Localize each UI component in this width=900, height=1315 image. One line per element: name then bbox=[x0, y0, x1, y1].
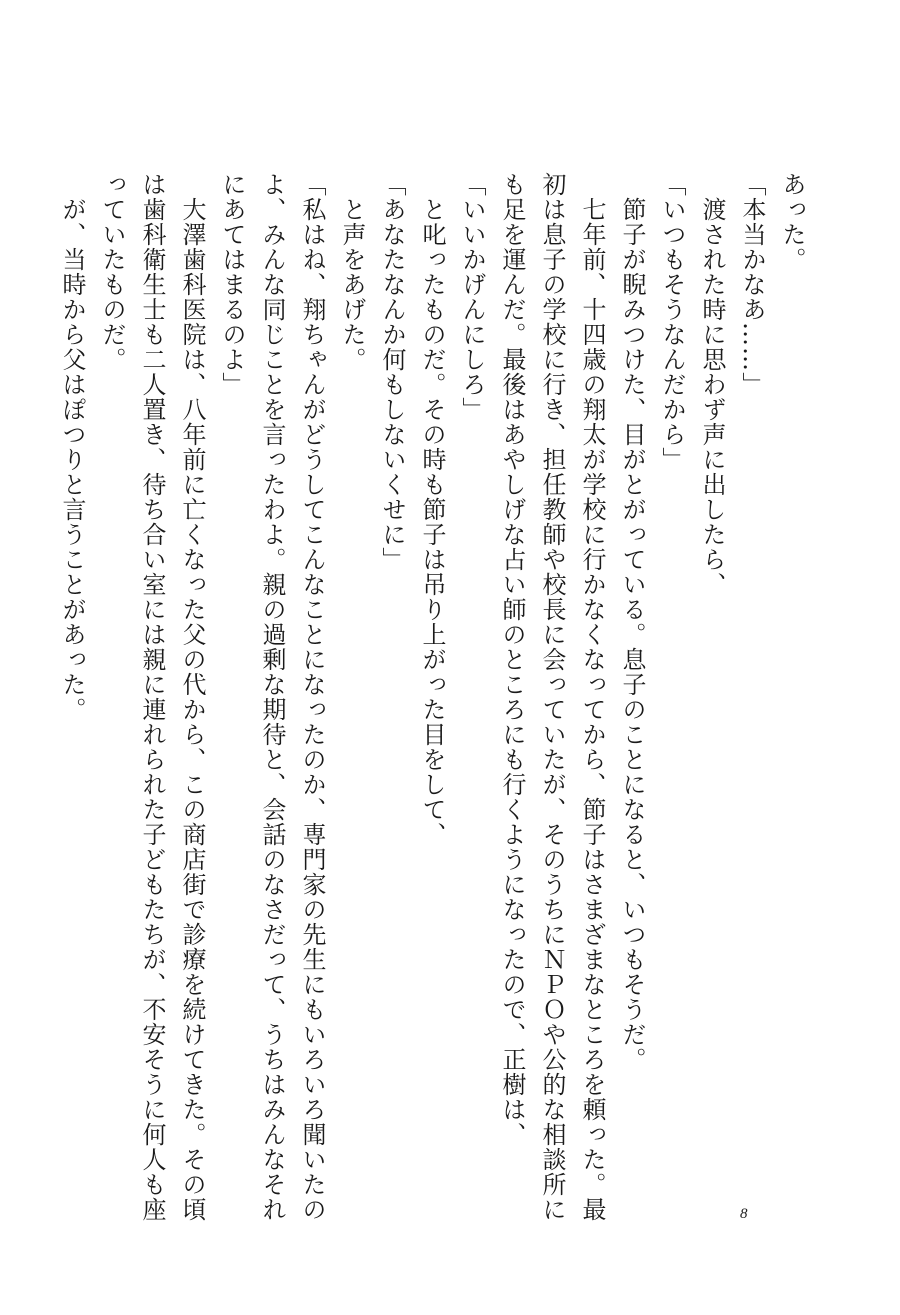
text-line: と叱ったものだ。その時も節子は吊り上がった目をして、 bbox=[418, 172, 446, 847]
text-line: 「いいかげんにしろ」 bbox=[458, 172, 486, 422]
text-line: も足を運んだ。最後はあやしげな占い師のところにも行くようになったので、正樹は、 bbox=[498, 172, 526, 1147]
text-line: 「いつもそうなんだから」 bbox=[658, 172, 686, 472]
text-line: 七年前、十四歳の翔太が学校に行かなくなってから、節子はさまざまなところを頼った。最 bbox=[578, 172, 606, 1222]
text-line: にあてはまるのよ」 bbox=[218, 172, 246, 397]
text-line: 「本当かなあ……」 bbox=[738, 172, 766, 397]
text-line: 節子が睨みつけた、目がとがっている。息子のことになると、いつもそうだ。 bbox=[618, 172, 646, 1072]
vertical-text-block bbox=[52, 172, 812, 1222]
text-line: 「あなたなんか何もしないくせに」 bbox=[378, 172, 406, 572]
text-line: が、当時から父はぽつりと言うことがあった。 bbox=[58, 172, 86, 722]
text-line: あった。 bbox=[778, 172, 806, 272]
text-line: は歯科衛生士も二人置き、待ち合い室には親に連れられた子どもたちが、不安そうに何人も座 bbox=[138, 172, 166, 1222]
text-line: 大澤歯科医院は、八年前に亡くなった父の代から、この商店街で診療を続けてきた。その頃 bbox=[178, 172, 206, 1222]
page-number: 8 bbox=[740, 1206, 748, 1222]
text-line: と声をあげた。 bbox=[338, 172, 366, 372]
text-line: 渡された時に思わず声に出したら、 bbox=[698, 172, 726, 597]
text-line: 「私はね、翔ちゃんがどうしてこんなことになったのか、専門家の先生にもいろいろ聞いたの bbox=[298, 172, 326, 1222]
text-line: 初は息子の学校に行き、担任教師や校長に会っていたが、そのうちにＮＰＯや公的な相談所に bbox=[538, 172, 566, 1222]
text-line: っていたものだ。 bbox=[98, 172, 126, 372]
text-line: よ、みんな同じことを言ったわよ。親の過剰な期待と、会話のなさだって、うちはみんなそれ bbox=[258, 172, 286, 1222]
